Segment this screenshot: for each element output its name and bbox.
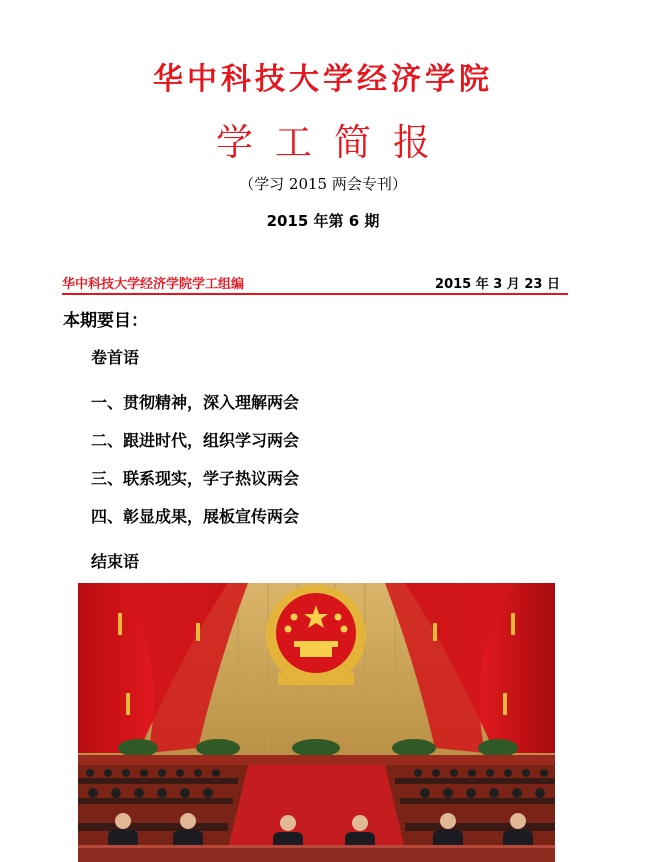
toc-item-3: 三、联系现实，学子热议两会 [91,469,300,488]
header-rule [62,293,568,295]
toc-item-epilogue: 结束语 [91,552,140,571]
editor-org: 华中科技大学经济学院学工组编 [62,277,245,292]
school-name: 华中科技大学经济学院 [153,62,493,97]
toc-item-4: 四、彰显成果，展板宣传两会 [91,507,300,526]
toc-heading: 本期要目： [63,311,148,331]
congress-photo [78,583,555,862]
issue-number: 2015 年第 6 期 [266,212,380,230]
bulletin-subtitle: （学习 2015 两会专刊） [239,175,407,193]
toc-item-2: 二、跟进时代，组织学习两会 [91,431,300,450]
bulletin-title: 学工简报 [216,121,452,164]
congress-hall-illustration [78,583,555,862]
toc-item-preface: 卷首语 [91,348,140,367]
toc-item-1: 一、贯彻精神，深入理解两会 [91,393,300,412]
publish-date: 2015 年 3 月 23 日 [435,277,560,292]
emblem-icon [266,585,366,685]
